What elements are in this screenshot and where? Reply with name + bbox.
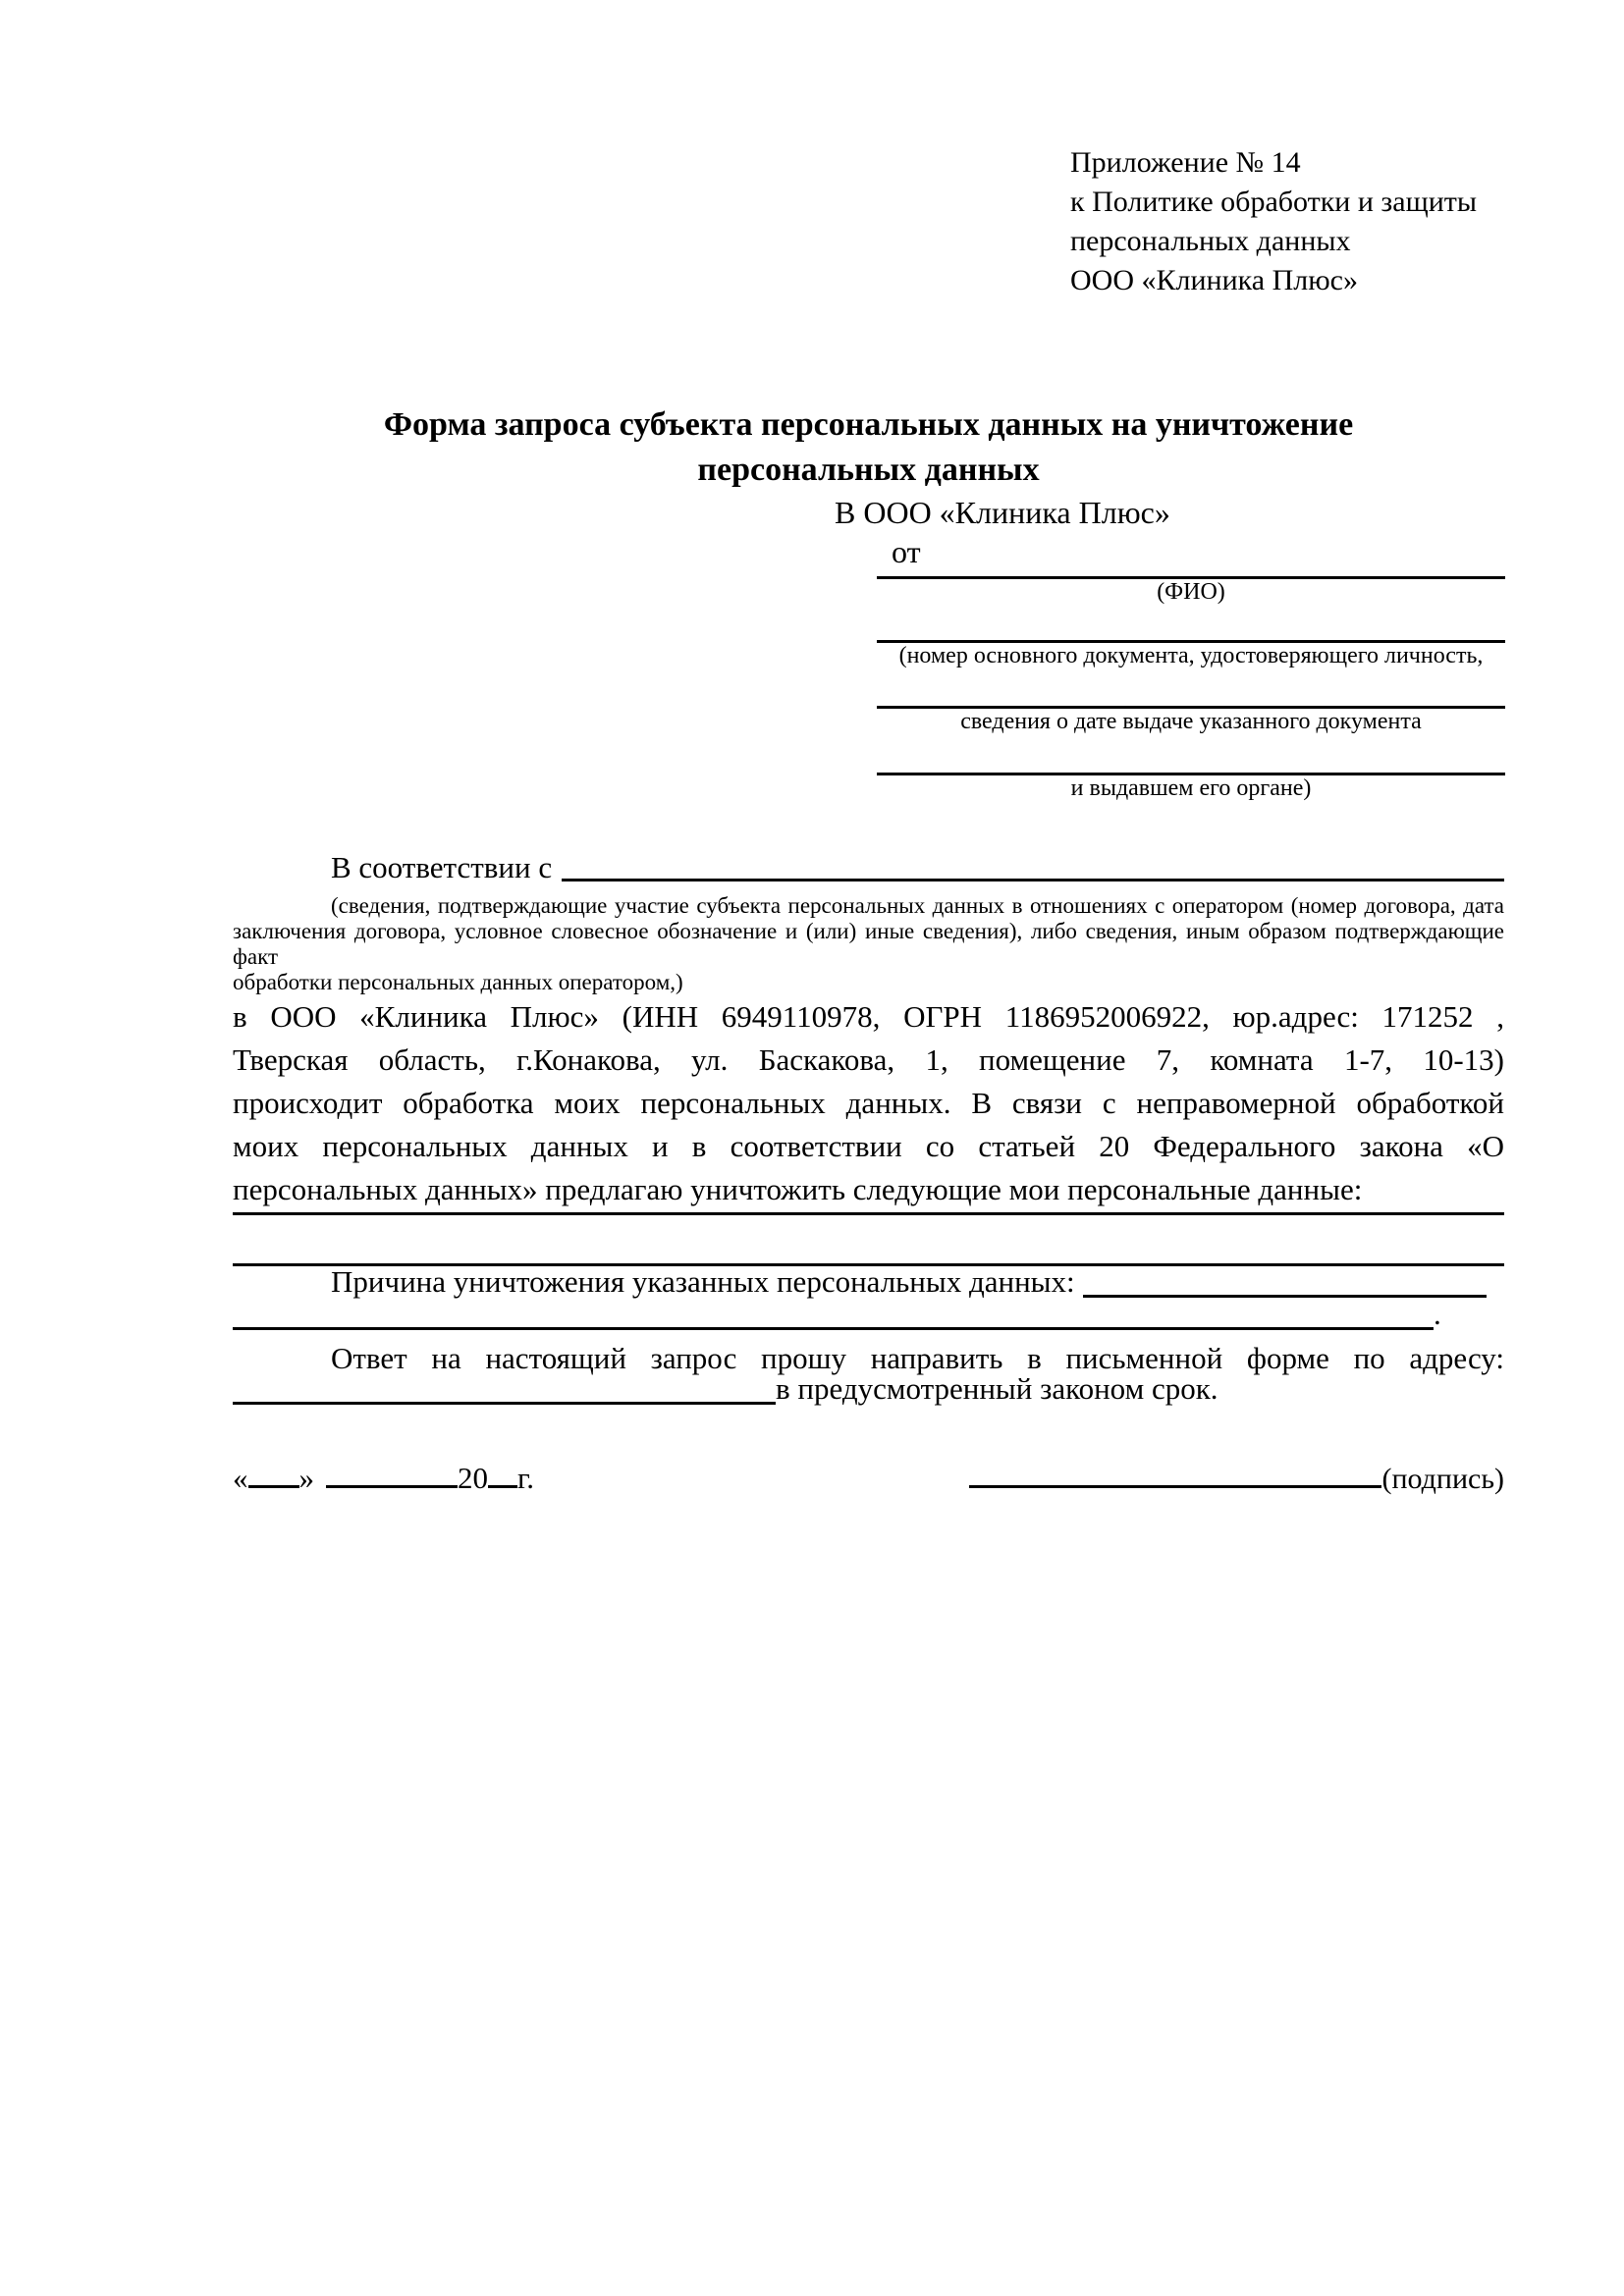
applicant-fields	[877, 571, 1505, 801]
fio-blank-line	[877, 571, 1505, 579]
body-line: происходит обработка моих персональных данных. В связи с неправомерной обработкой	[233, 1086, 1504, 1120]
issuing-authority-caption: и выдавшем его органе)	[1070, 775, 1312, 801]
date-signature-row	[233, 1461, 1504, 1496]
fio-field	[877, 571, 1505, 605]
issuing-authority-blank-line	[877, 734, 1505, 775]
body-line: персональных данных» предлагаю уничтожить следующие мои персональные данные:	[233, 1172, 1363, 1206]
response-term-text: в предусмотренный законом срок.	[776, 1371, 1218, 1406]
month-blank-line	[326, 1485, 458, 1488]
appendix-line: персональных данных	[1070, 225, 1351, 257]
footnote-line: (сведения, подтверждающие участие субъекта персональных данных в отношениях с оператором (номер договора, дата	[331, 893, 1504, 918]
document-title-line: персональных данных	[697, 452, 1040, 488]
reason-continuation-row	[233, 1297, 1504, 1332]
year-suffix: г.	[517, 1461, 534, 1495]
from-label: от	[892, 534, 921, 569]
document-number-field	[877, 605, 1505, 668]
year-prefix: 20	[458, 1461, 488, 1495]
sentence-terminator: .	[1434, 1297, 1441, 1331]
issue-date-blank-line	[877, 668, 1505, 709]
document-number-blank-line	[877, 605, 1505, 643]
issuing-authority-field	[877, 734, 1505, 801]
accordance-footnote	[233, 893, 1504, 995]
body-paragraph	[233, 995, 1504, 1211]
issue-date-caption: сведения о дате выдаче указанного документа	[960, 709, 1422, 734]
document-number-caption: (номер основного документа, удостоверяющего личность,	[898, 643, 1484, 668]
document-title-line: Форма запроса субъекта персональных данных на уничтожение	[383, 406, 1354, 443]
response-request-line: Ответ на настоящий запрос прошу направить в письменной форме по адресу:	[331, 1341, 1504, 1375]
addressee-organization: В ООО «Клиника Плюс»	[835, 495, 1170, 530]
appendix-line: ООО «Клиника Плюс»	[1070, 264, 1358, 296]
signature-blank-line	[969, 1485, 1381, 1488]
issue-date-field	[877, 668, 1505, 734]
appendix-line: Приложение № 14	[1070, 146, 1301, 179]
signature-field	[969, 1461, 1504, 1496]
body-line: в ООО «Клиника Плюс» (ИНН 6949110978, ОГРН 1186952006922, юр.адрес: 171252 ,	[233, 999, 1504, 1034]
footnote-line: обработки персональных данных оператором,)	[233, 970, 683, 994]
document-title	[233, 402, 1504, 493]
fio-caption: (ФИО)	[1157, 579, 1225, 605]
accordance-blank-line	[562, 879, 1504, 881]
close-quote: »	[298, 1461, 314, 1495]
appendix-line: к Политике обработки и защиты	[1070, 186, 1478, 218]
reason-label: Причина уничтожения указанных персональных данных:	[331, 1264, 1075, 1299]
accordance-lead: В соответствии с	[331, 850, 553, 884]
open-quote: «	[233, 1461, 248, 1495]
body-line: Тверская область, г.Конакова, ул. Баскакова, 1, помещение 7, комната 1-7, 10-13)	[233, 1042, 1504, 1077]
body-line: моих персональных данных и в соответствии со статьей 20 Федерального закона «О	[233, 1129, 1504, 1163]
signature-caption: (подпись)	[1381, 1463, 1504, 1495]
data-to-destroy-blank-line	[233, 1215, 1504, 1266]
address-blank-line	[233, 1402, 776, 1405]
reason-blank-line	[233, 1327, 1434, 1330]
footnote-line: заключения договора, условное словесное обозначение и (или) иные сведения), либо сведения, иным образом подтверждающие факт	[233, 919, 1504, 969]
accordance-row	[233, 846, 1504, 885]
appendix-note	[1070, 143, 1504, 300]
year-blank-line	[488, 1485, 517, 1488]
response-address-row	[233, 1371, 1504, 1407]
day-blank-line	[248, 1485, 299, 1488]
reason-row	[233, 1266, 1504, 1300]
date-field	[233, 1461, 534, 1496]
reason-blank-line	[1083, 1295, 1487, 1298]
